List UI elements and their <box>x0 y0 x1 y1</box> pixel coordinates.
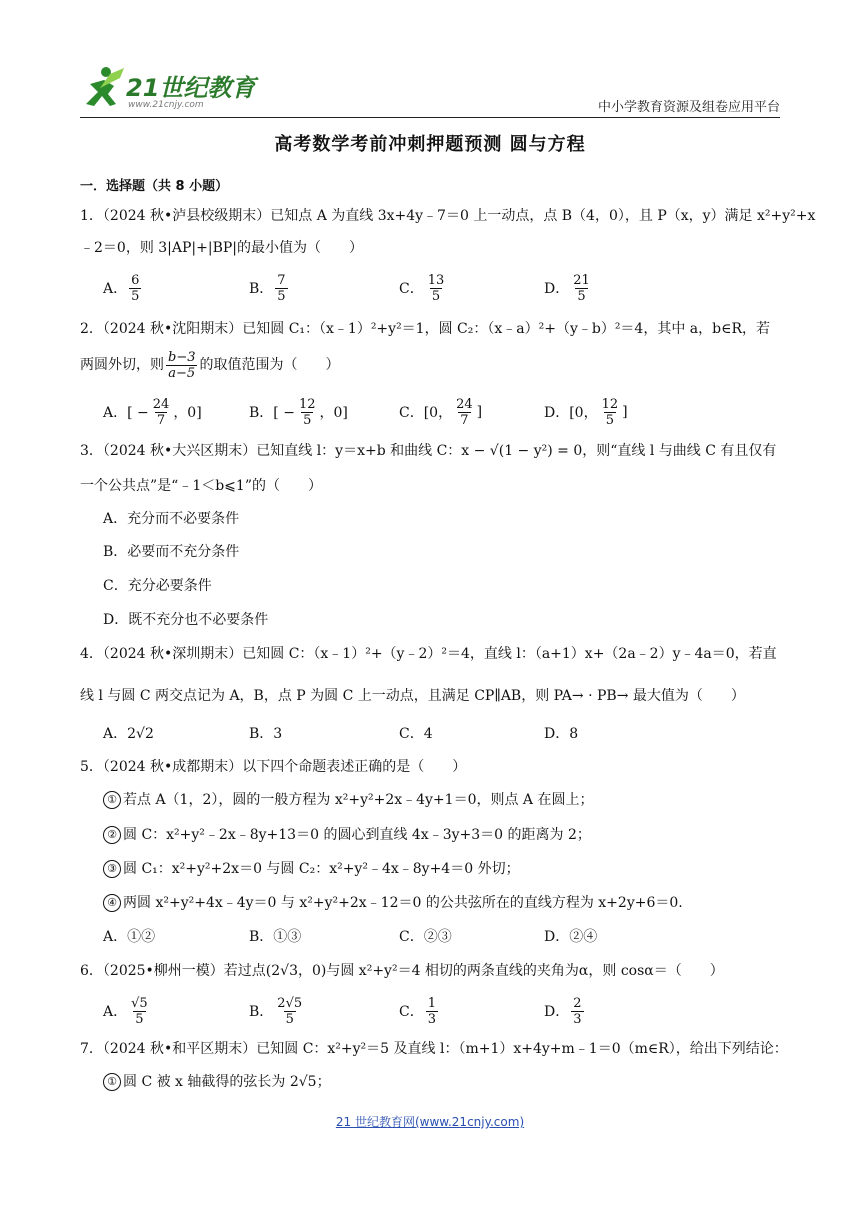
q4-option-d: D．8 <box>544 726 579 742</box>
logo-url: www.21cnjy.com <box>128 100 204 110</box>
q5-item-4: ④ 两圆 x²+y²+4x﹣4y＝0 与 x²+y²+2x﹣12＝0 的公共弦所在的直线方程为 x+2y+6＝0. <box>103 894 803 912</box>
q1-options <box>103 270 783 306</box>
q5-line1: 5．（2024 秋•成都期末）以下四个命题表述正确的是（ ） <box>80 759 467 775</box>
fraction: $\frac{1}{3}$ <box>427 995 436 1027</box>
fraction: $\frac{12}{5}$ <box>601 396 619 428</box>
q4-option-b: B．3 <box>249 726 283 742</box>
circled-number: ④ <box>103 894 121 912</box>
fraction: $\frac{2√5}{5}$ <box>277 995 303 1027</box>
q1-line1: 1．（2024 秋•泸县校级期末）已知点 A 为直线 3x+4y﹣7＝0 上一动点，点 B（4，0），且 P（x，y）满足 x²+y²+x <box>80 208 816 224</box>
q5-item-1: ① 若点 A（1，2），圆的一般方程为 x²+y²+2x﹣4y+1＝0，则点 A 在圆上； <box>103 791 803 809</box>
q2-line2: 两圆外切，则 $\frac{b-3}{a-5}$ 的取值范围为（ ） <box>80 349 340 381</box>
q6-option-c: C． $\frac{1}{3}$ <box>399 995 436 1027</box>
platform-name: 中小学教育资源及组卷应用平台 <box>597 100 780 115</box>
q2-option-a: A．[ − $\frac{24}{7}$ ，0] <box>103 396 202 428</box>
q3-line1: 3．（2024 秋•大兴区期末）已知直线 l：y＝x+b 和曲线 C：x − √(1 − y²) = 0，则“直线 l 与曲线 C 有且仅有 <box>80 443 777 459</box>
q2-options <box>103 394 783 430</box>
q7-line1: 7．（2024 秋•和平区期末）已知圆 C：x²+y²＝5 及直线 l：（m+1）x+4y+m﹣1＝0（m∈R），给出下列结论： <box>80 1041 788 1057</box>
q1-option-c: C． $\frac{13}{5}$ <box>399 272 445 304</box>
q6-options <box>103 993 783 1029</box>
logo-text: 21世纪教育 <box>126 74 256 102</box>
circled-number: ③ <box>103 860 121 878</box>
q3-option-b: B．必要而不充分条件 <box>103 544 240 560</box>
q4-option-c: C．4 <box>399 726 433 742</box>
q1-option-a: A． $\frac{6}{5}$ <box>103 272 140 304</box>
q1-line2: ﹣2＝0，则 3|AP|+|BP|的最小值为（ ） <box>80 240 364 256</box>
fraction: $\frac{24}{7}$ <box>152 396 170 428</box>
q6-option-d: D． $\frac{2}{3}$ <box>544 995 582 1027</box>
q3-line2: 一个公共点”是“﹣1＜b⩽1”的（ ） <box>80 478 322 494</box>
q2-line1: 2．（2024 秋•沈阳期末）已知圆 C₁：（x﹣1）²+y²＝1，圆 C₂：（x﹣a）²+（y﹣b）²＝4，其中 a，b∈R，若 <box>80 321 771 337</box>
logo <box>80 62 270 118</box>
q5-option-d: D．②④ <box>544 929 598 945</box>
q6-option-b: B． $\frac{2√5}{5}$ <box>249 995 303 1027</box>
q4-option-a: A．2√2 <box>103 726 154 742</box>
q5-option-c: C．②③ <box>399 929 452 945</box>
q5-options <box>103 918 783 954</box>
q3-option-d: D．既不充分也不必要条件 <box>103 612 269 628</box>
fraction: $\frac{7}{5}$ <box>277 272 286 304</box>
q5-option-a: A．①② <box>103 929 156 945</box>
footer-link[interactable]: 21 世纪教育网(www.21cnjy.com) <box>335 1115 525 1129</box>
document-title: 高考数学考前冲刺押题预测 圆与方程 <box>274 134 586 155</box>
q3-option-a: A．充分而不必要条件 <box>103 511 240 527</box>
fraction: $\frac{√5}{5}$ <box>131 995 148 1027</box>
q6-option-a: A． $\frac{√5}{5}$ <box>103 995 148 1027</box>
fraction: $\frac{13}{5}$ <box>427 272 445 304</box>
section-heading: 一．选择题（共 8 小题） <box>80 179 229 194</box>
fraction: $\frac{6}{5}$ <box>131 272 140 304</box>
q2-option-d: D．[0， $\frac{12}{5}$ ] <box>544 396 628 428</box>
fraction: $\frac{b-3}{a-5}$ <box>168 349 196 381</box>
q6-line1: 6．（2025•柳州一模）若过点(2√3，0)与圆 x²+y²＝4 相切的两条直线的夹角为α，则 cosα＝（ ） <box>80 963 724 979</box>
q1-option-d: D． $\frac{21}{5}$ <box>544 272 590 304</box>
q3-option-c: C．充分必要条件 <box>103 578 212 594</box>
q1-option-b: B． $\frac{7}{5}$ <box>249 272 286 304</box>
q5-option-b: B．①③ <box>249 929 302 945</box>
q2-option-c: C．[0， $\frac{24}{7}$ ] <box>399 396 483 428</box>
fraction: $\frac{2}{3}$ <box>573 995 582 1027</box>
page-header <box>80 62 780 118</box>
q5-item-2: ② 圆 C：x²+y²﹣2x﹣8y+13＝0 的圆心到直线 4x﹣3y+3＝0 的距离为 2； <box>103 826 803 844</box>
q5-item-3: ③ 圆 C₁：x²+y²+2x＝0 与圆 C₂：x²+y²﹣4x﹣8y+4＝0 外切； <box>103 860 803 878</box>
header-divider <box>80 117 780 118</box>
q7-item-1: ① 圆 C 被 x 轴截得的弦长为 2√5； <box>103 1073 803 1091</box>
q2-option-b: B．[ − $\frac{12}{5}$ ，0] <box>249 396 348 428</box>
circled-number: ① <box>103 1073 121 1091</box>
q4-line1: 4．（2024 秋•深圳期末）已知圆 C：（x﹣1）²+（y﹣2）²＝4，直线 l：（a+1）x+（2a﹣2）y﹣4a＝0，若直 <box>80 646 777 662</box>
runner-logo-icon <box>80 64 128 114</box>
fraction: $\frac{21}{5}$ <box>573 272 590 304</box>
circled-number: ② <box>103 826 121 844</box>
q4-options <box>103 715 783 751</box>
fraction: $\frac{12}{5}$ <box>298 396 316 428</box>
fraction: $\frac{24}{7}$ <box>456 396 473 428</box>
circled-number: ① <box>103 791 121 809</box>
q4-line2: 线 l 与圆 C 两交点记为 A，B，点 P 为圆 C 上一动点，且满足 CP∥AB，则 PA→ · PB→ 最大值为（ ） <box>80 688 745 704</box>
